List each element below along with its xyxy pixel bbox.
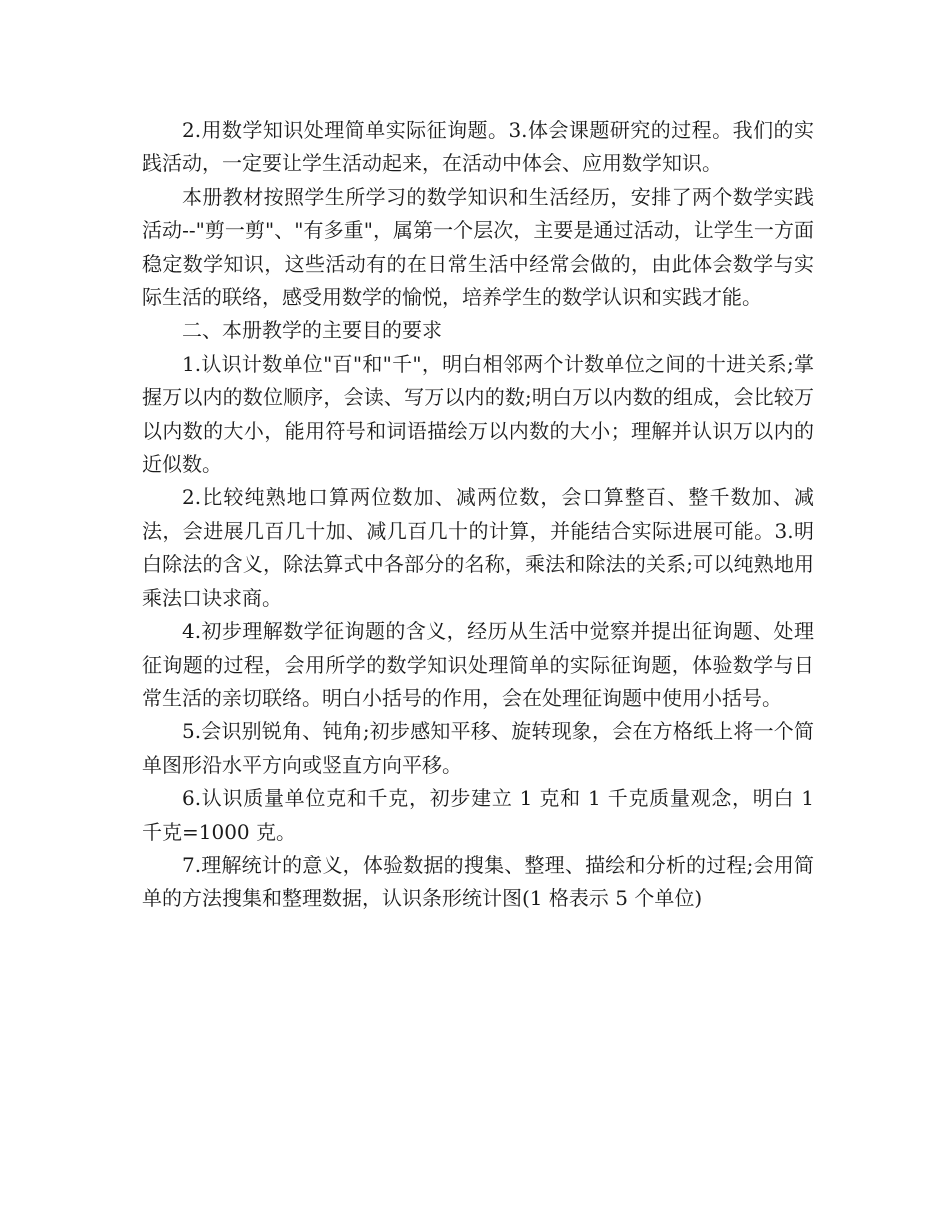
paragraph-2: 本册教材按照学生所学习的数学知识和生活经历，安排了两个数学实践活动--"剪一剪"、"有多重"，属第一个层次，主要是通过活动，让学生一方面稳定数学知识，这些活动有的在日常生活中经常会做的，由此体会数学与实际生活的联络，感受用数学的愉悦，培养学生的数学认识和实践才能。 <box>142 184 814 310</box>
paragraph-item-1: 1.认识计数单位"百"和"千"，明白相邻两个计数单位之间的十进关系;掌握万以内的数位顺序，会读、写万以内的数;明白万以内数的组成，会比较万以内数的大小，能用符号和词语描绘万以内数的大小；理解并认识万以内的近似数。 <box>142 351 814 477</box>
paragraph-item-2-3: 2.比较纯熟地口算两位数加、减两位数，会口算整百、整千数加、减法，会进展几百几十加、减几百几十的计算，并能结合实际进展可能。3.明白除法的含义，除法算式中各部分的名称，乘法和除法的关系;可以纯熟地用乘法口诀求商。 <box>142 485 814 610</box>
paragraph-item-6: 6.认识质量单位克和千克，初步建立 1 克和 1 千克质量观念，明白 1 千克=1000 克。 <box>142 786 814 844</box>
paragraph-1: 2.用数学知识处理简单实际征询题。3.体会课题研究的过程。我们的实践活动，一定要让学生活动起来，在活动中体会、应用数学知识。 <box>142 118 814 176</box>
paragraph-item-7: 7.理解统计的意义，体验数据的搜集、整理、描绘和分析的过程;会用简单的方法搜集和整理数据，认识条形统计图(1 格表示 5 个单位) <box>142 852 814 911</box>
document-body <box>142 114 814 916</box>
paragraph-item-5: 5.会识别锐角、钝角;初步感知平移、旋转现象，会在方格纸上将一个简单图形沿水平方向或竖直方向平移。 <box>142 719 814 777</box>
paragraph-item-4: 4.初步理解数学征询题的含义，经历从生活中觉察并提出征询题、处理征询题的过程，会用所学的数学知识处理简单的实际征询题，体验数学与日常生活的亲切联络。明白小括号的作用，会在处理征询题中使用小括号。 <box>142 619 814 710</box>
section-heading: 二、本册教学的主要目的要求 <box>182 318 442 343</box>
